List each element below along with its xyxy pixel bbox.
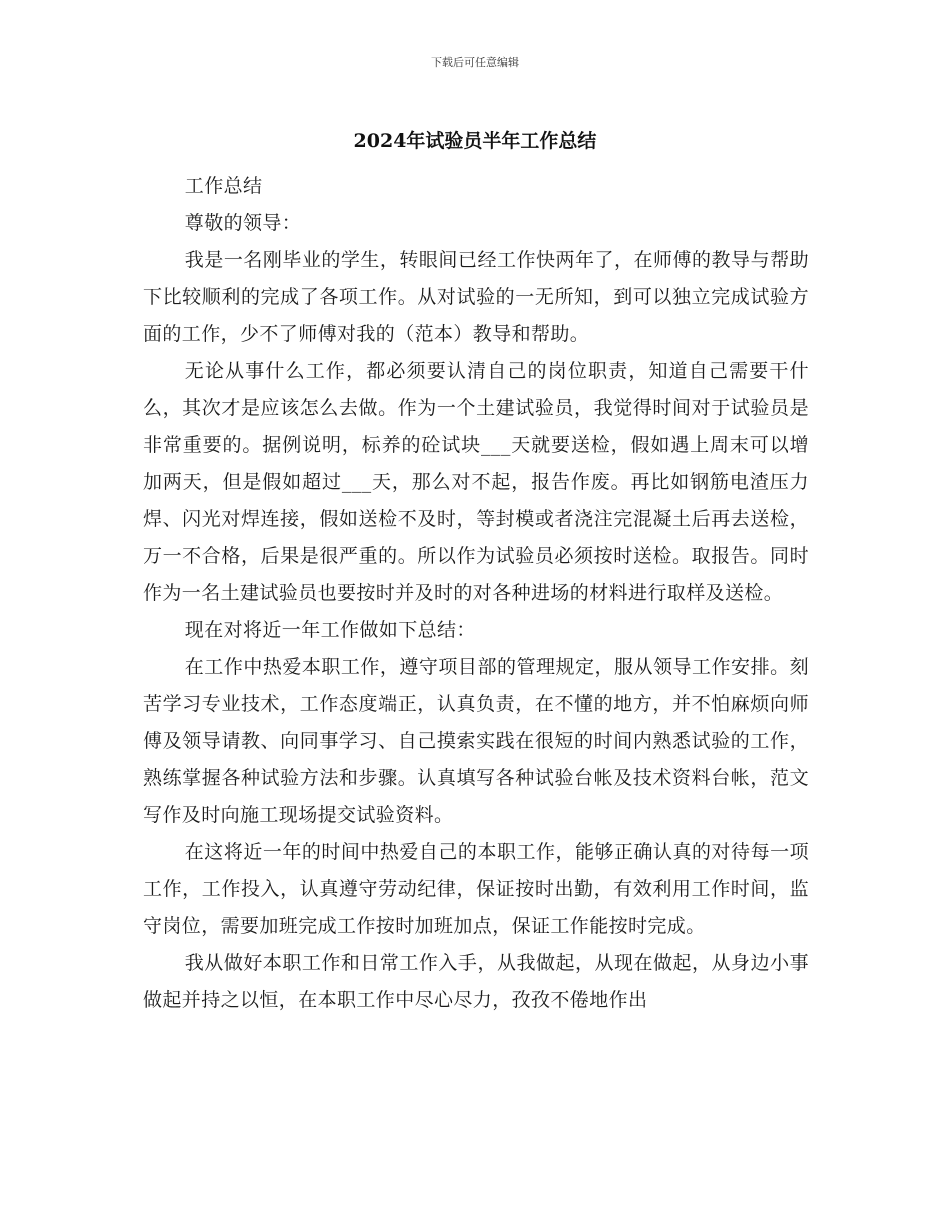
paragraph: 无论从事什么工作，都必须要认清自己的岗位职责，知道自己需要干什么，其次才是应该怎么去做。作为一个土建试验员，我觉得时间对于试验员是非常重要的。据例说明，标养的砼试块___天就要送检，假如遇上周末可以增加两天，但是假如超过___天，那么对不起，报告作废。再比如钢筋电渣压力焊、闪光对焊连接，假如送检不及时，等封模或者浇注完混凝土后再去送检，万一不合格，后果是很严重的。所以作为试验员必须按时送检。取报告。同时作为一名土建试验员也要按时并及时的对各种进场的材料进行取样及送检。 (143, 360, 809, 604)
paragraph: 现在对将近一年工作做如下总结： (184, 619, 476, 641)
paragraph: 在这将近一年的时间中热爱自己的本职工作，能够正确认真的对待每一项工作，工作投入，认真遵守劳动纪律，保证按时出勤，有效利用工作时间，监守岗位，需要加班完成工作按时加班加点，保证工作能按时完成。 (143, 841, 809, 937)
header-note: 下载后可任意编辑 (431, 56, 519, 69)
paragraph-salutation: 尊敬的领导： (184, 212, 302, 234)
document-body (143, 168, 809, 1019)
paragraph: 我从做好本职工作和日常工作入手，从我做起，从现在做起，从身边小事做起并持之以恒，在本职工作中尽心尽力，孜孜不倦地作出 (143, 952, 809, 1011)
paragraph: 我是一名刚毕业的学生，转眼间已经工作快两年了，在师傅的教导与帮助下比较顺利的完成了各项工作。从对试验的一无所知，到可以独立完成试验方面的工作，少不了师傅对我的（范本）教导和帮助。 (143, 249, 809, 345)
paragraph: 在工作中热爱本职工作，遵守项目部的管理规定，服从领导工作安排。刻苦学习专业技术，工作态度端正，认真负责，在不懂的地方，并不怕麻烦向师傅及领导请教、向同事学习、自己摸索实践在很短的时间内熟悉试验的工作，熟练掌握各种试验方法和步骤。认真填写各种试验台帐及技术资料台帐，范文写作及时向施工现场提交试验资料。 (143, 656, 809, 826)
paragraph-heading: 工作总结 (184, 175, 263, 197)
document-title: 2024年试验员半年工作总结 (353, 130, 597, 152)
